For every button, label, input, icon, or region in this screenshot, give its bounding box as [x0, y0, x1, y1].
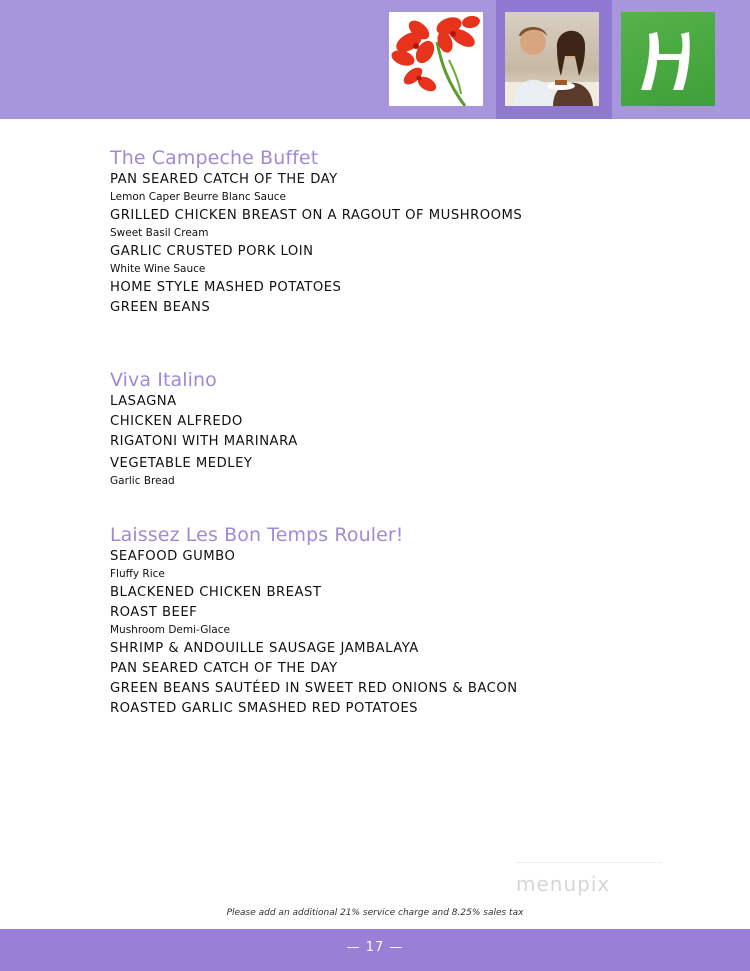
menu-item: LASAGNA — [110, 394, 177, 409]
orchid-illustration — [389, 12, 483, 106]
menu-item: GARLIC CRUSTED PORK LOIN — [110, 244, 314, 259]
red-orchid-photo — [389, 12, 483, 106]
menu-item: SEAFOOD GUMBO — [110, 549, 236, 564]
menu-item-note: Sweet Basil Cream — [110, 227, 209, 239]
menu-item-note: Fluffy Rice — [110, 568, 165, 580]
menu-item: GREEN BEANS — [110, 300, 211, 315]
menupix-watermark: menupix — [516, 872, 611, 896]
watermark-divider — [516, 862, 662, 864]
section-title: The Campeche Buffet — [110, 147, 319, 169]
menu-item: HOME STYLE MASHED POTATOES — [110, 280, 342, 295]
h-logo-mark — [621, 12, 715, 106]
holiday-inn-logo — [621, 12, 715, 106]
page-number: — 17 — — [346, 940, 404, 955]
menu-section-laissez-les-bon-temps — [110, 523, 518, 719]
couple-photo-frame — [496, 0, 612, 119]
menu-item-note: Garlic Bread — [110, 475, 175, 487]
menu-item-note: Mushroom Demi-Glace — [110, 624, 230, 636]
menu-item: PAN SEARED CATCH OF THE DAY — [110, 661, 338, 676]
menu-section-campeche — [110, 146, 522, 318]
menu-item: BLACKENED CHICKEN BREAST — [110, 585, 322, 600]
menu-item: ROAST BEEF — [110, 605, 198, 620]
menu-item: SHRIMP & ANDOUILLE SAUSAGE JAMBALAYA — [110, 641, 419, 656]
menu-section-viva-italino — [110, 368, 298, 490]
orchid-photo-frame — [380, 0, 496, 119]
menu-item: VEGETABLE MEDLEY — [110, 456, 253, 471]
service-charge-footnote: Please add an additional 21% service charge and 8.25% sales tax — [226, 908, 524, 918]
menu-item: GRILLED CHICKEN BREAST ON A RAGOUT OF MUSHROOMS — [110, 208, 523, 223]
menu-item: RIGATONI WITH MARINARA — [110, 434, 298, 449]
logo-frame — [612, 0, 728, 119]
couple-dining-photo — [505, 12, 599, 106]
menu-item: GREEN BEANS SAUTÉED IN SWEET RED ONIONS & BACON — [110, 681, 518, 696]
section-title: Laissez Les Bon Temps Rouler! — [110, 524, 404, 546]
menu-item-note: White Wine Sauce — [110, 263, 206, 275]
menu-item: PAN SEARED CATCH OF THE DAY — [110, 172, 338, 187]
menu-item: ROASTED GARLIC SMASHED RED POTATOES — [110, 701, 419, 716]
menu-item: CHICKEN ALFREDO — [110, 414, 243, 429]
menu-item-note: Lemon Caper Beurre Blanc Sauce — [110, 191, 286, 203]
section-title: Viva Italino — [110, 369, 217, 391]
couple-illustration — [505, 12, 599, 106]
